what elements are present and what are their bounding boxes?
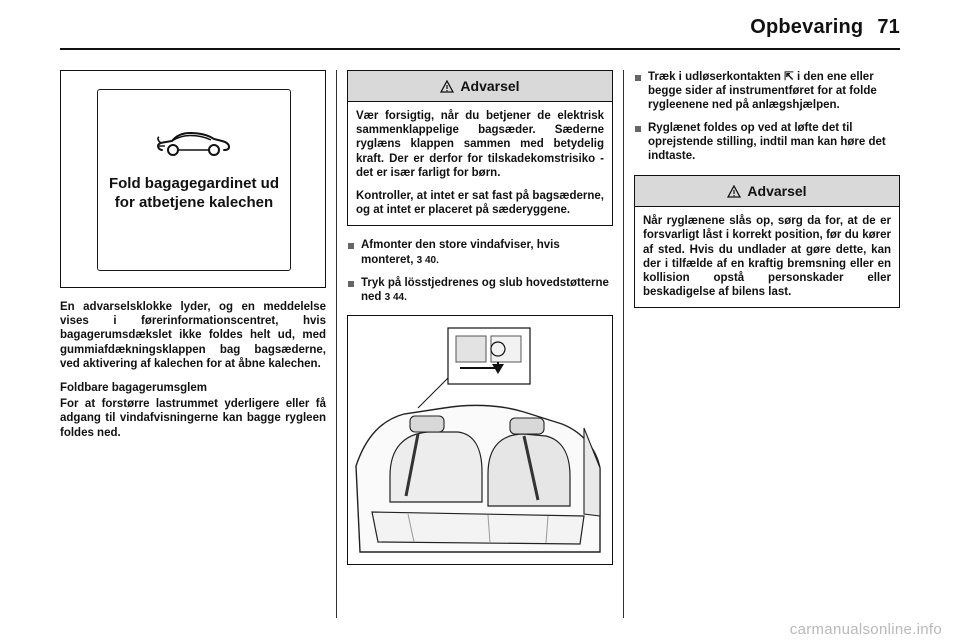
- list-item-text: Afmonter den store vindafviser, hvis monteret,: [361, 239, 560, 266]
- illustration-fold-luggage-cover: [60, 70, 326, 288]
- cross-reference: 3 44.: [384, 292, 407, 304]
- warning-box-rear-seats: [347, 70, 613, 226]
- list-item: [634, 70, 900, 113]
- bullet-square-icon: [635, 75, 641, 81]
- warning-box-title: Advarsel: [747, 183, 807, 200]
- illustration-caption: Fold bagagegardinet ud for atbetjene kalechen: [108, 175, 279, 211]
- page-header: [60, 16, 900, 50]
- list-item-text: Ryglænet foldes op ved at løfte det til oprejstende stilling, indtil man kan høre det indtaste.: [648, 121, 886, 163]
- warning-box-seatbacks: [634, 175, 900, 308]
- convertible-car-icon: [156, 126, 232, 160]
- bullet-square-icon: [348, 281, 354, 287]
- list-item: [347, 276, 613, 305]
- chapter-title: Opbevaring: [750, 16, 864, 38]
- column-divider-1: [336, 70, 337, 618]
- bullet-square-icon: [348, 243, 354, 249]
- page-title: [750, 16, 900, 39]
- list-item-text: Tryk på lösstjedrenes og slub hovedstøtterne ned: [361, 276, 609, 304]
- warning-triangle-icon: [727, 185, 741, 198]
- warning-paragraph-1: Når ryglænene slås op, sørg da for, at de er forsvarligt låst i korrekt position, før du kører af sted. Hvis du undlader at gøre dette, kan der i tilfælde af en kraftig bremsning eller en kollision opstå personskader eller beskadigelse af bilens last.: [643, 215, 891, 299]
- illustration-rear-seats: [347, 315, 613, 565]
- warning-paragraph-1: Vær forsigtig, når du betjener de elektrisk sammenklappelige bagsæder. Sæderne ryglæns klappen sammen med betydelig kraft. Der er derfor for tilskadekomstrisiko - det er især farligt for børn.: [356, 110, 604, 179]
- warning-triangle-icon: [440, 80, 454, 93]
- bullet-list-column-3: [634, 70, 900, 163]
- page-number: 71: [877, 16, 900, 38]
- warning-box-title: Advarsel: [460, 78, 520, 94]
- cross-reference: 3 40.: [416, 254, 439, 266]
- warning-box-header: [348, 71, 612, 102]
- list-item-text-2: i den ene eller begge sider af instrumentføret for at folde rygleenene ned på anlægshjælpen.: [648, 71, 877, 112]
- rear-seat-diagram: [348, 316, 612, 564]
- warning-box-header: [635, 176, 899, 207]
- bullet-list-column-2: [347, 238, 613, 305]
- subheading-folding-seats: Foldbare bagagerumsglem: [60, 382, 207, 395]
- column-1: [60, 70, 326, 440]
- warning-paragraph-2: Kontroller, at intet er sat fast på bagsæderne, og at intet er placeret på sæderyggene.: [356, 190, 604, 217]
- warning-box-body: [635, 207, 899, 307]
- header-divider: [60, 48, 900, 50]
- bullet-square-icon: [635, 126, 641, 132]
- paragraph-warning-chime: En advarselsklokke lyder, og en meddelelse vises i førerinformationscentret, hvis bagagerumsdækslet ikke foldes helt ud, med gummiafdækningsklappen bag bagsæderne, ved aktivering af kalechen for at åbne kalechen.: [60, 301, 326, 370]
- warning-box-body: [348, 102, 612, 225]
- watermark: carmanualsonline.info: [789, 621, 942, 638]
- list-item: [347, 238, 613, 267]
- release-switch-icon: ⇱: [784, 71, 794, 83]
- illustration-frame: [97, 89, 291, 271]
- paragraph-folding-seats: For at forstørre lastrummet yderligere eller få adgang til vindafvisningerne kan bagge rygleen foldes ned.: [60, 398, 326, 439]
- column-3: [634, 70, 900, 308]
- column-divider-2: [623, 70, 624, 618]
- list-item-text: Træk i udløserkontakten: [648, 71, 781, 83]
- list-item: [634, 121, 900, 164]
- column-2: [347, 70, 613, 565]
